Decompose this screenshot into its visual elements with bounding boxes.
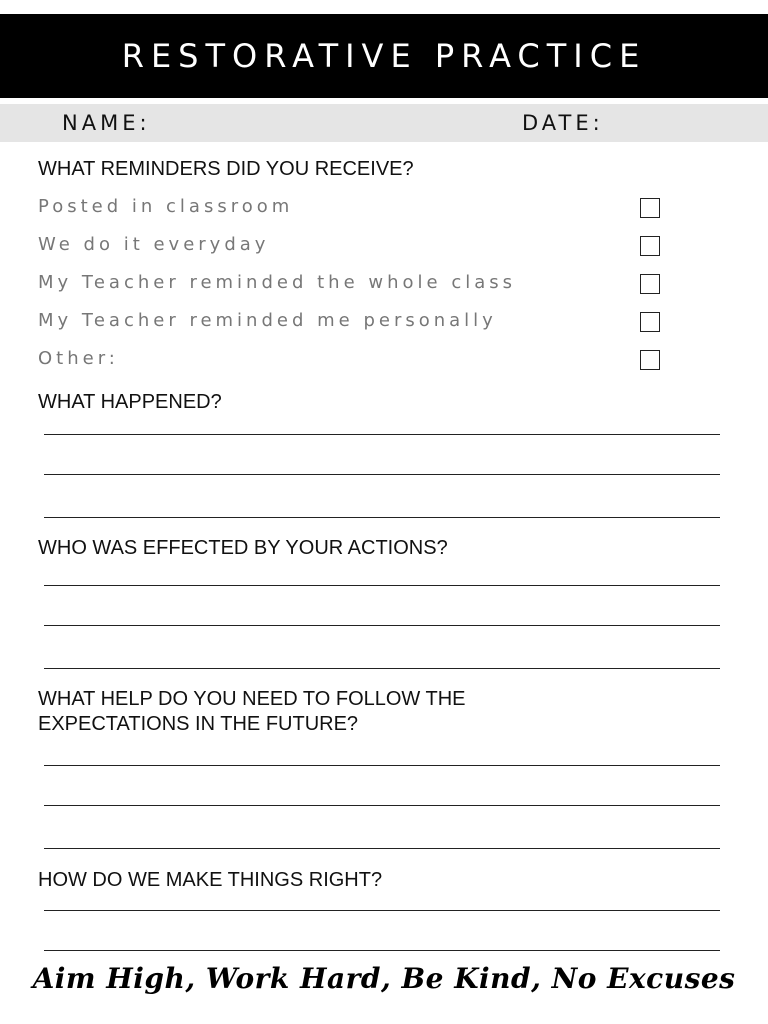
footer-motto: Aim High, Work Hard, Be Kind, No Excuses xyxy=(32,962,736,995)
who-effected-heading: WHO WAS EFFECTED BY YOUR ACTIONS? xyxy=(38,537,448,559)
answer-line[interactable] xyxy=(44,765,720,766)
checkbox-posted-in-classroom[interactable] xyxy=(640,198,660,218)
what-happened-heading: WHAT HAPPENED? xyxy=(38,391,222,413)
page-title: RESTORATIVE PRACTICE xyxy=(121,37,647,75)
checkbox-other[interactable] xyxy=(640,350,660,370)
option-other: Other: xyxy=(38,348,119,369)
answer-line[interactable] xyxy=(44,434,720,435)
checkbox-we-do-it-everyday[interactable] xyxy=(640,236,660,256)
answer-line[interactable] xyxy=(44,910,720,911)
checkbox-teacher-reminded-class[interactable] xyxy=(640,274,660,294)
answer-line[interactable] xyxy=(44,474,720,475)
option-posted-in-classroom: Posted in classroom xyxy=(38,196,294,217)
option-we-do-it-everyday: We do it everyday xyxy=(38,234,270,255)
date-label: DATE: xyxy=(522,111,604,135)
help-heading-line2: EXPECTATIONS IN THE FUTURE? xyxy=(38,713,359,735)
reminders-heading: WHAT REMINDERS DID YOU RECEIVE? xyxy=(38,158,414,180)
name-label: NAME: xyxy=(62,111,151,135)
option-teacher-reminded-class: My Teacher reminded the whole class xyxy=(38,272,517,293)
name-date-bar xyxy=(0,104,768,142)
make-right-heading: HOW DO WE MAKE THINGS RIGHT? xyxy=(38,869,383,891)
checkbox-teacher-reminded-me[interactable] xyxy=(640,312,660,332)
option-teacher-reminded-me: My Teacher reminded me personally xyxy=(38,310,497,331)
answer-line[interactable] xyxy=(44,668,720,669)
answer-line[interactable] xyxy=(44,805,720,806)
answer-line[interactable] xyxy=(44,950,720,951)
answer-line[interactable] xyxy=(44,848,720,849)
answer-line[interactable] xyxy=(44,517,720,518)
answer-line[interactable] xyxy=(44,625,720,626)
answer-line[interactable] xyxy=(44,585,720,586)
help-heading-line1: WHAT HELP DO YOU NEED TO FOLLOW THE xyxy=(38,688,466,710)
title-bar xyxy=(0,14,768,98)
